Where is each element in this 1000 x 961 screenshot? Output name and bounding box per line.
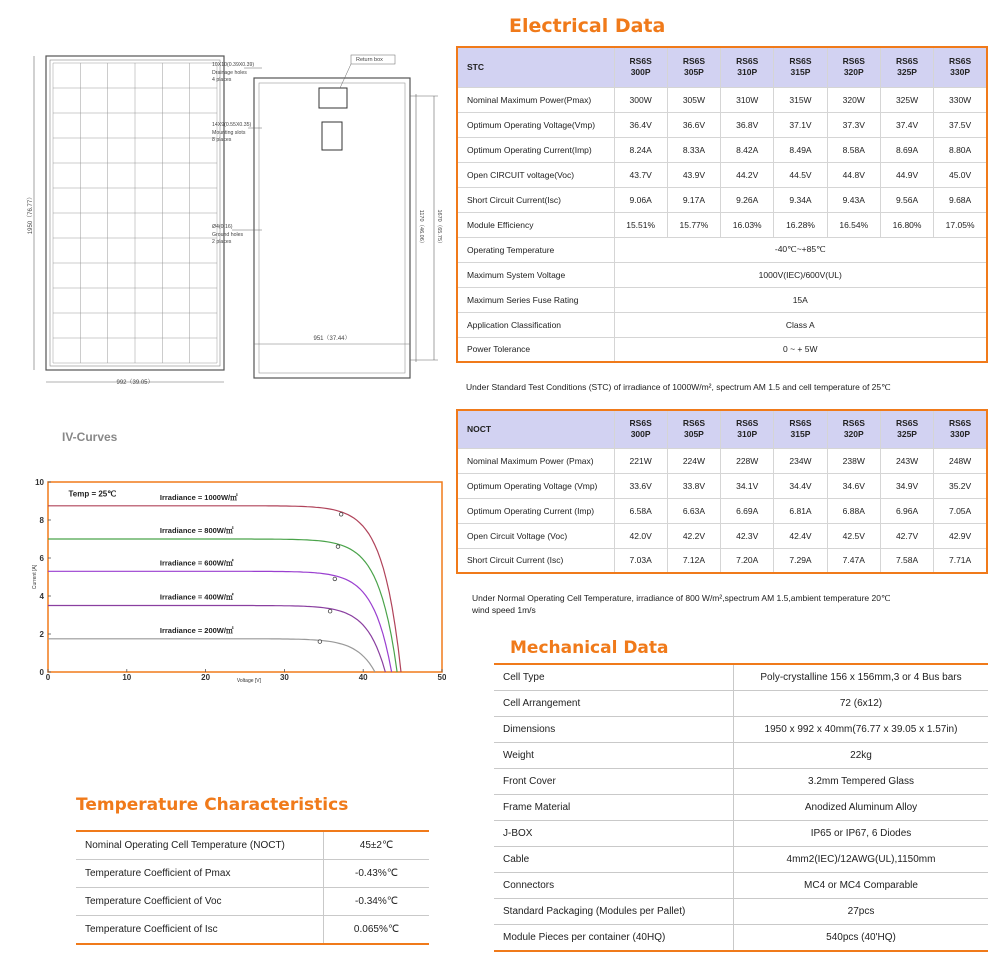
row-value: 42.9V [934, 523, 987, 548]
row-label: Nominal Maximum Power(Pmax) [457, 87, 614, 112]
row-value: 44.2V [721, 162, 774, 187]
noct-table [456, 409, 988, 574]
row-value: 42.0V [614, 523, 667, 548]
row-value: 72 (6x12) [734, 691, 989, 717]
model-header [614, 47, 667, 87]
model-series: RS6S [789, 418, 812, 429]
table-row [76, 916, 429, 945]
model-header [774, 47, 827, 87]
table-row [457, 523, 987, 548]
row-label: Cell Arrangement [494, 691, 734, 717]
row-value: 4mm2(IEC)/12AWG(UL),1150mm [734, 847, 989, 873]
module-drawing [26, 44, 456, 394]
table-row [457, 237, 987, 262]
row-value: 1950 x 992 x 40mm(76.77 x 39.05 x 1.57in) [734, 717, 989, 743]
row-value: 9.17A [667, 187, 720, 212]
row-value: -0.34%℃ [324, 888, 430, 916]
table-row [457, 262, 987, 287]
model-series: RS6S [736, 418, 759, 429]
row-label: Connectors [494, 873, 734, 899]
row-value: 7.20A [721, 548, 774, 573]
model-variant: 320P [843, 67, 864, 78]
model-variant: 330P [950, 429, 971, 440]
row-label: Open Circuit Voltage (Voc) [457, 523, 614, 548]
front-width-label: 992（39.05） [116, 380, 154, 386]
model-series: RS6S [895, 56, 919, 67]
row-value: 6.88A [827, 498, 880, 523]
table-row [457, 187, 987, 212]
y-tick-label: 10 [35, 478, 44, 487]
row-label: Optimum Operating Current (Imp) [457, 498, 614, 523]
row-value: 6.81A [774, 498, 827, 523]
model-series: RS6S [895, 418, 919, 429]
row-value: 8.42A [721, 137, 774, 162]
row-value: 45.0V [934, 162, 987, 187]
model-variant: 310P [737, 67, 758, 78]
model-series: RS6S [789, 56, 812, 67]
row-value: 305W [667, 87, 720, 112]
temperature-title: Temperature Characteristics [76, 795, 349, 815]
row-value: 33.8V [667, 473, 720, 498]
table-row [76, 888, 429, 916]
model-header [934, 47, 987, 87]
row-value: 9.06A [614, 187, 667, 212]
model-series: RS6S [682, 418, 706, 429]
model-variant: 320P [843, 429, 864, 440]
model-variant: 305P [683, 429, 704, 440]
mpp-point [333, 577, 337, 581]
row-label: Power Tolerance [457, 337, 614, 362]
row-label: Dimensions [494, 717, 734, 743]
series-label: Irradiance = 200W/㎡ [159, 625, 234, 635]
model-series: RS6S [736, 56, 759, 67]
table-row [457, 162, 987, 187]
row-label: Nominal Operating Cell Temperature (NOCT) [76, 831, 324, 860]
row-label: Nominal Maximum Power (Pmax) [457, 448, 614, 473]
row-value: 44.9V [880, 162, 933, 187]
temperature-table [76, 830, 429, 945]
table-row [494, 691, 988, 717]
table-row [457, 137, 987, 162]
table-row [457, 337, 987, 362]
row-value: 42.2V [667, 523, 720, 548]
row-value: 45±2℃ [324, 831, 430, 860]
table-row [494, 664, 988, 691]
model-header [667, 410, 720, 448]
table-row [457, 448, 987, 473]
row-value: 37.3V [827, 112, 880, 137]
row-label: Temperature Coefficient of Voc [76, 888, 324, 916]
iv-curve-chart [26, 476, 446, 690]
row-value: 42.5V [827, 523, 880, 548]
series-label: Irradiance = 800W/㎡ [159, 526, 234, 535]
row-label: J-BOX [494, 821, 734, 847]
table-row [457, 312, 987, 337]
stc-table [456, 46, 988, 363]
model-variant: 300P [630, 429, 651, 440]
row-value: 7.29A [774, 548, 827, 573]
row-label: Optimum Operating Voltage(Vmp) [457, 112, 614, 137]
row-value: 17.05% [934, 212, 987, 237]
mounting-label: 14X9(0.55X0.35) [212, 122, 252, 128]
back-view [212, 55, 443, 378]
x-axis-label: Voltage [V] [236, 678, 262, 684]
row-value: 330W [934, 87, 987, 112]
x-tick-label: 30 [279, 673, 289, 682]
dim-1170-label: 1170（46.06） [418, 209, 424, 247]
noct-note-line2: wind speed 1m/s [472, 605, 536, 615]
row-value: 15.77% [667, 212, 720, 237]
model-series: RS6S [629, 418, 652, 429]
row-value: 9.34A [774, 187, 827, 212]
row-value: 35.2V [934, 473, 987, 498]
row-value: 15A [614, 287, 987, 312]
drainage-places: 4 places [212, 77, 232, 83]
row-value: 7.47A [827, 548, 880, 573]
row-value: 234W [774, 448, 827, 473]
row-value: 1000V(IEC)/600V(UL) [614, 262, 987, 287]
row-value: 34.9V [880, 473, 933, 498]
table-row [494, 899, 988, 925]
row-label: Frame Material [494, 795, 734, 821]
row-label: Open CIRCUIT voltage(Voc) [457, 162, 614, 187]
row-value: 8.24A [614, 137, 667, 162]
model-series: RS6S [629, 56, 652, 67]
row-label: Weight [494, 743, 734, 769]
row-label: Optimum Operating Current(Imp) [457, 137, 614, 162]
model-header [614, 410, 667, 448]
model-header [774, 410, 827, 448]
row-value: 36.4V [614, 112, 667, 137]
model-series: RS6S [842, 56, 865, 67]
table-row [457, 473, 987, 498]
row-value: 44.8V [827, 162, 880, 187]
row-value: 8.80A [934, 137, 987, 162]
table-row [494, 821, 988, 847]
table-row [494, 925, 988, 952]
model-header [934, 410, 987, 448]
noct-header-row [457, 410, 987, 448]
series-label: Irradiance = 400W/㎡ [159, 592, 234, 602]
table-row [76, 860, 429, 888]
table-row [457, 212, 987, 237]
row-label: Maximum Series Fuse Rating [457, 287, 614, 312]
row-label: Module Pieces per container (40HQ) [494, 925, 734, 952]
row-value: 9.43A [827, 187, 880, 212]
y-tick-label: 6 [39, 554, 44, 563]
row-value: 320W [827, 87, 880, 112]
model-variant: 315P [790, 429, 811, 440]
temp-annotation: Temp = 25℃ [68, 489, 117, 499]
table-row [457, 87, 987, 112]
row-label: Optimum Operating Voltage (Vmp) [457, 473, 614, 498]
row-value: 8.49A [774, 137, 827, 162]
mounting-places: 8 places [212, 137, 232, 143]
row-value: 16.80% [880, 212, 933, 237]
model-header [721, 47, 774, 87]
row-label: Cell Type [494, 664, 734, 691]
table-row [457, 112, 987, 137]
row-value: 3.2mm Tempered Glass [734, 769, 989, 795]
row-value: 34.6V [827, 473, 880, 498]
table-row [457, 548, 987, 573]
model-variant: 325P [897, 67, 917, 78]
row-value: 248W [934, 448, 987, 473]
y-axis-label: Current [A] [32, 564, 38, 590]
row-value: Anodized Aluminum Alloy [734, 795, 989, 821]
row-value: 33.6V [614, 473, 667, 498]
row-value: 8.33A [667, 137, 720, 162]
model-variant: 315P [790, 67, 811, 78]
model-header [721, 410, 774, 448]
row-value: 43.7V [614, 162, 667, 187]
row-value: 37.4V [880, 112, 933, 137]
row-value: 228W [721, 448, 774, 473]
row-value: 42.4V [774, 523, 827, 548]
row-value: 238W [827, 448, 880, 473]
row-value: 42.7V [880, 523, 933, 548]
row-value: 37.1V [774, 112, 827, 137]
table-row [494, 873, 988, 899]
row-value: 36.8V [721, 112, 774, 137]
stc-note: Under Standard Test Conditions (STC) of irradiance of 1000W/m², spectrum AM 1.5 and cell temperature of 25℃ [466, 382, 891, 392]
table-row [457, 287, 987, 312]
plot-frame [48, 482, 442, 672]
row-value: 7.71A [934, 548, 987, 573]
front-view [27, 56, 224, 386]
row-value: 9.68A [934, 187, 987, 212]
row-value: 7.05A [934, 498, 987, 523]
row-value: 16.54% [827, 212, 880, 237]
row-value: 8.69A [880, 137, 933, 162]
row-value: 6.63A [667, 498, 720, 523]
model-series: RS6S [682, 56, 706, 67]
row-value: IP65 or IP67, 6 Diodes [734, 821, 989, 847]
x-tick-label: 40 [358, 673, 368, 682]
series-label: Irradiance = 600W/㎡ [159, 558, 234, 568]
stc-header-label: STC [457, 47, 614, 87]
mounting-desc: Mounting slots [212, 130, 246, 136]
ground-label: Ø4(0.16) [212, 224, 233, 230]
table-row [76, 831, 429, 860]
model-variant: 325P [897, 429, 917, 440]
row-value: 7.12A [667, 548, 720, 573]
row-label: Short Circuit Current(Isc) [457, 187, 614, 212]
row-value: 224W [667, 448, 720, 473]
mpp-point [339, 513, 343, 517]
drainage-label: 10X10(0.39X0.39) [212, 62, 255, 68]
row-value: 7.58A [880, 548, 933, 573]
row-value: 6.58A [614, 498, 667, 523]
series-label: Irradiance = 1000W/㎡ [159, 492, 238, 502]
row-value: 44.5V [774, 162, 827, 187]
row-label: Standard Packaging (Modules per Pallet) [494, 899, 734, 925]
row-label: Operating Temperature [457, 237, 614, 262]
back-width-label: 951（37.44） [313, 336, 351, 342]
row-value: 43.9V [667, 162, 720, 187]
row-value: 300W [614, 87, 667, 112]
y-tick-label: 0 [39, 668, 44, 677]
x-tick-label: 10 [122, 673, 132, 682]
row-value: 22kg [734, 743, 989, 769]
noct-header-label: NOCT [457, 410, 614, 448]
iv-curves-title: IV-Curves [62, 430, 118, 444]
model-variant: 310P [737, 429, 758, 440]
row-value: -0.43%℃ [324, 860, 430, 888]
y-tick-label: 2 [39, 630, 44, 639]
drainage-desc: Drainage holes [212, 70, 247, 76]
front-height-label: 1950（76.77） [28, 193, 34, 235]
row-label: Short Circuit Current (Isc) [457, 548, 614, 573]
mechanical-table [494, 663, 988, 952]
row-value: 9.26A [721, 187, 774, 212]
x-tick-label: 50 [437, 673, 446, 682]
row-value: 7.03A [614, 548, 667, 573]
row-label: Front Cover [494, 769, 734, 795]
row-value: 42.3V [721, 523, 774, 548]
row-value: 6.69A [721, 498, 774, 523]
model-variant: 300P [630, 67, 651, 78]
ground-desc: Ground holes [212, 232, 244, 238]
model-variant: 330P [950, 67, 971, 78]
row-value: 16.03% [721, 212, 774, 237]
mechanical-data-title: Mechanical Data [510, 638, 669, 658]
electrical-data-title: Electrical Data [509, 15, 666, 37]
row-label: Cable [494, 847, 734, 873]
row-label: Application Classification [457, 312, 614, 337]
model-series: RS6S [948, 56, 972, 67]
model-header [827, 410, 880, 448]
noct-note-line1: Under Normal Operating Cell Temperature, irradiance of 800 W/m²,spectrum AM 1.5,ambient temperature 20℃ [472, 593, 891, 603]
x-tick-label: 20 [201, 673, 211, 682]
row-value: 315W [774, 87, 827, 112]
model-header [667, 47, 720, 87]
row-value: 540pcs (40'HQ) [734, 925, 989, 952]
row-value: 6.96A [880, 498, 933, 523]
table-row [494, 795, 988, 821]
model-series: RS6S [842, 418, 865, 429]
ground-places: 2 places [212, 239, 232, 245]
row-value: MC4 or MC4 Comparable [734, 873, 989, 899]
y-tick-label: 8 [39, 516, 44, 525]
row-value: -40℃~+85℃ [614, 237, 987, 262]
row-value: 325W [880, 87, 933, 112]
row-value: 221W [614, 448, 667, 473]
model-header [880, 410, 933, 448]
table-row [457, 498, 987, 523]
row-value: 16.28% [774, 212, 827, 237]
row-value: Poly-crystalline 156 x 156mm,3 or 4 Bus bars [734, 664, 989, 691]
mpp-point [318, 640, 322, 644]
row-label: Module Efficiency [457, 212, 614, 237]
table-row [494, 769, 988, 795]
row-value: 34.1V [721, 473, 774, 498]
row-label: Temperature Coefficient of Isc [76, 916, 324, 945]
row-value: 0.065%℃ [324, 916, 430, 945]
row-label: Temperature Coefficient of Pmax [76, 860, 324, 888]
mpp-point [336, 545, 340, 549]
row-value: 310W [721, 87, 774, 112]
row-value: 36.6V [667, 112, 720, 137]
dim-1670-label: 1670（65.75） [436, 209, 442, 247]
table-row [494, 847, 988, 873]
row-value: 34.4V [774, 473, 827, 498]
model-series: RS6S [948, 418, 972, 429]
row-value: 8.58A [827, 137, 880, 162]
table-row [494, 743, 988, 769]
model-header [880, 47, 933, 87]
row-value: 27pcs [734, 899, 989, 925]
row-value: Class A [614, 312, 987, 337]
row-value: 15.51% [614, 212, 667, 237]
row-value: 9.56A [880, 187, 933, 212]
y-tick-label: 4 [39, 592, 44, 601]
row-value: 243W [880, 448, 933, 473]
mpp-point [328, 609, 332, 613]
x-tick-label: 0 [45, 673, 51, 682]
return-box-label: Return box [356, 57, 383, 63]
model-header [827, 47, 880, 87]
row-label: Maximum System Voltage [457, 262, 614, 287]
row-value: 0 ~ + 5W [614, 337, 987, 362]
stc-header-row [457, 47, 987, 87]
row-value: 37.5V [934, 112, 987, 137]
table-row [494, 717, 988, 743]
model-variant: 305P [683, 67, 704, 78]
